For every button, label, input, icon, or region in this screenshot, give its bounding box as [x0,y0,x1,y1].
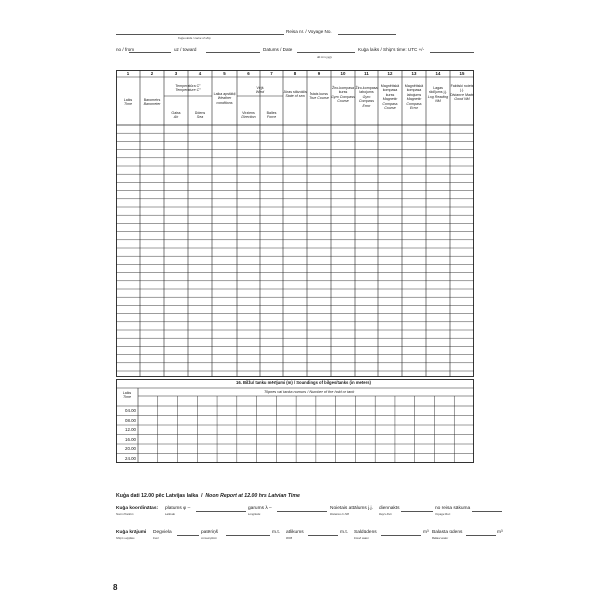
col8-header: Jūras stāvoklis State of sea [283,90,307,99]
rob-unit: m.t. [340,530,348,535]
col14-header: Lagas rādījums j.j. Log Reading NM [427,86,449,104]
col9-header: Īstais kurss True Course [309,92,329,101]
bilge-subtitle: Tilpnes vai tanka numurs / Number of the hold or tank [264,390,355,394]
column-number: 7 [270,71,273,76]
date-label: Datums / Date [263,47,293,52]
ship-name-line[interactable] [116,34,284,35]
bilge-time-row: 20.00 [125,446,136,451]
ship-time-label: Kuģa laiks / Ship's time: UTC +/- [358,47,425,52]
column-number: 9 [317,71,321,76]
wind-header: Vējš Wind [255,86,265,95]
column-number: 14 [435,71,441,76]
bilge-time-row: 08.00 [125,417,136,423]
column-number: 15 [459,71,465,76]
latitude-input[interactable] [196,511,246,512]
longitude-input[interactable] [277,511,327,512]
fresh-water-label: Saldūdens Fresh water [354,530,377,540]
longitude-label: garums λ – Longitude [248,506,272,516]
fresh-water-input[interactable] [381,535,421,536]
fresh-water-unit: m³ [423,530,429,535]
column-number: 4 [198,71,202,76]
consumption-unit: m.t. [272,530,280,535]
page-number: 8 [113,583,118,592]
bilge-time-row: 12.00 [125,427,136,432]
column-number: 12 [387,71,393,76]
column-number: 5 [223,71,226,76]
latitude-label: platums φ – Latitude [165,506,191,516]
ship-name-sublabel: Kuģa vārds / name of ship [178,36,211,40]
col7-header: Balles Force [266,111,277,120]
consumption-input[interactable] [226,535,270,536]
bilge-time-header: Laiks Time [122,391,132,400]
fuel-input[interactable] [177,535,199,536]
fuel-label: Degviela Fuel [153,530,172,540]
days-run-input[interactable] [401,511,433,512]
column-number: 3 [174,71,178,76]
ballast-label: Balasta ūdens Ballast water [432,530,463,540]
noon-report-title: Kuģa dati 12.00 pēc Latvijas laika / Noon Report at 12.00 hrs Latvian Time [116,493,300,499]
days-run-label: diennakts Day's Run [379,506,400,516]
distance-label: Noietais attālums j.j. Distance in NM [330,506,373,516]
supplies-label: Kuģa krājumi Ship's supplies [116,530,147,540]
temperature-header: Temperatūra C° Temperature C° [175,84,201,93]
column-number: 6 [247,71,250,76]
voyage-label: Reisa nr. / Voyage No. [286,29,332,34]
consumption-label: patēriņš consumption [201,530,219,540]
bilge-time-row: 04.00 [125,408,136,413]
ballast-unit: m³ [497,530,503,535]
column-number: 11 [364,71,369,76]
column-number: 13 [411,71,417,76]
bilge-time-row: 24.00 [125,455,136,461]
col5-header: Laika apstākļi Weather conditions [213,92,236,105]
column-number: 1 [126,71,130,76]
voyage-run-input[interactable] [472,511,502,512]
col2-header: Barometrs Barometer [143,98,161,107]
voyage-run-label: no reisa sākuma Voyage Run [435,506,471,516]
ship-time-line[interactable] [430,52,474,53]
col6-header: Virziens Direction [241,111,256,120]
col4-header: Ūdens Sea [194,111,206,120]
bilge-time-row: 16.00 [125,436,136,442]
col15-header: Faktiski noiets j.j. Distance Made Good NM [450,84,474,102]
to-label: uz / toward [174,47,197,52]
col1-header: Laiks Time [123,98,133,107]
column-number: 8 [293,71,297,76]
col13-header: Magnētiskā kompasa labojums Magnetic Compass Error [404,84,424,111]
ballast-input[interactable] [466,535,496,536]
col10-header: Žiro-kompasa kurss Gyro Compass Course [331,86,355,104]
bilge-title: 16. Bilžu/ tanku mērījumi (m) / Soundings of bilges/tanks (in meters) [236,380,371,385]
from-line[interactable] [129,52,171,53]
noon-position: Kuģa koordinātas: Noon Position [116,506,159,516]
rob-input[interactable] [308,535,338,536]
date-format-sublabel: dd.mm.yyyy [317,55,332,59]
to-line[interactable] [206,52,260,53]
date-line[interactable] [297,52,355,53]
col12-header: Magnētiskā kompasa kurss Magnetic Compass Course [380,84,400,111]
voyage-number-line[interactable] [338,34,396,35]
col3-header: Gaiss Air [171,111,181,120]
column-number: 10 [340,71,346,76]
rob-label: atlikums ROB [286,530,304,540]
col11-header: Žiro-kompasa labojums Gyro Compass Error [355,86,378,108]
from-label: no / from [116,47,135,52]
column-number: 2 [150,71,154,76]
